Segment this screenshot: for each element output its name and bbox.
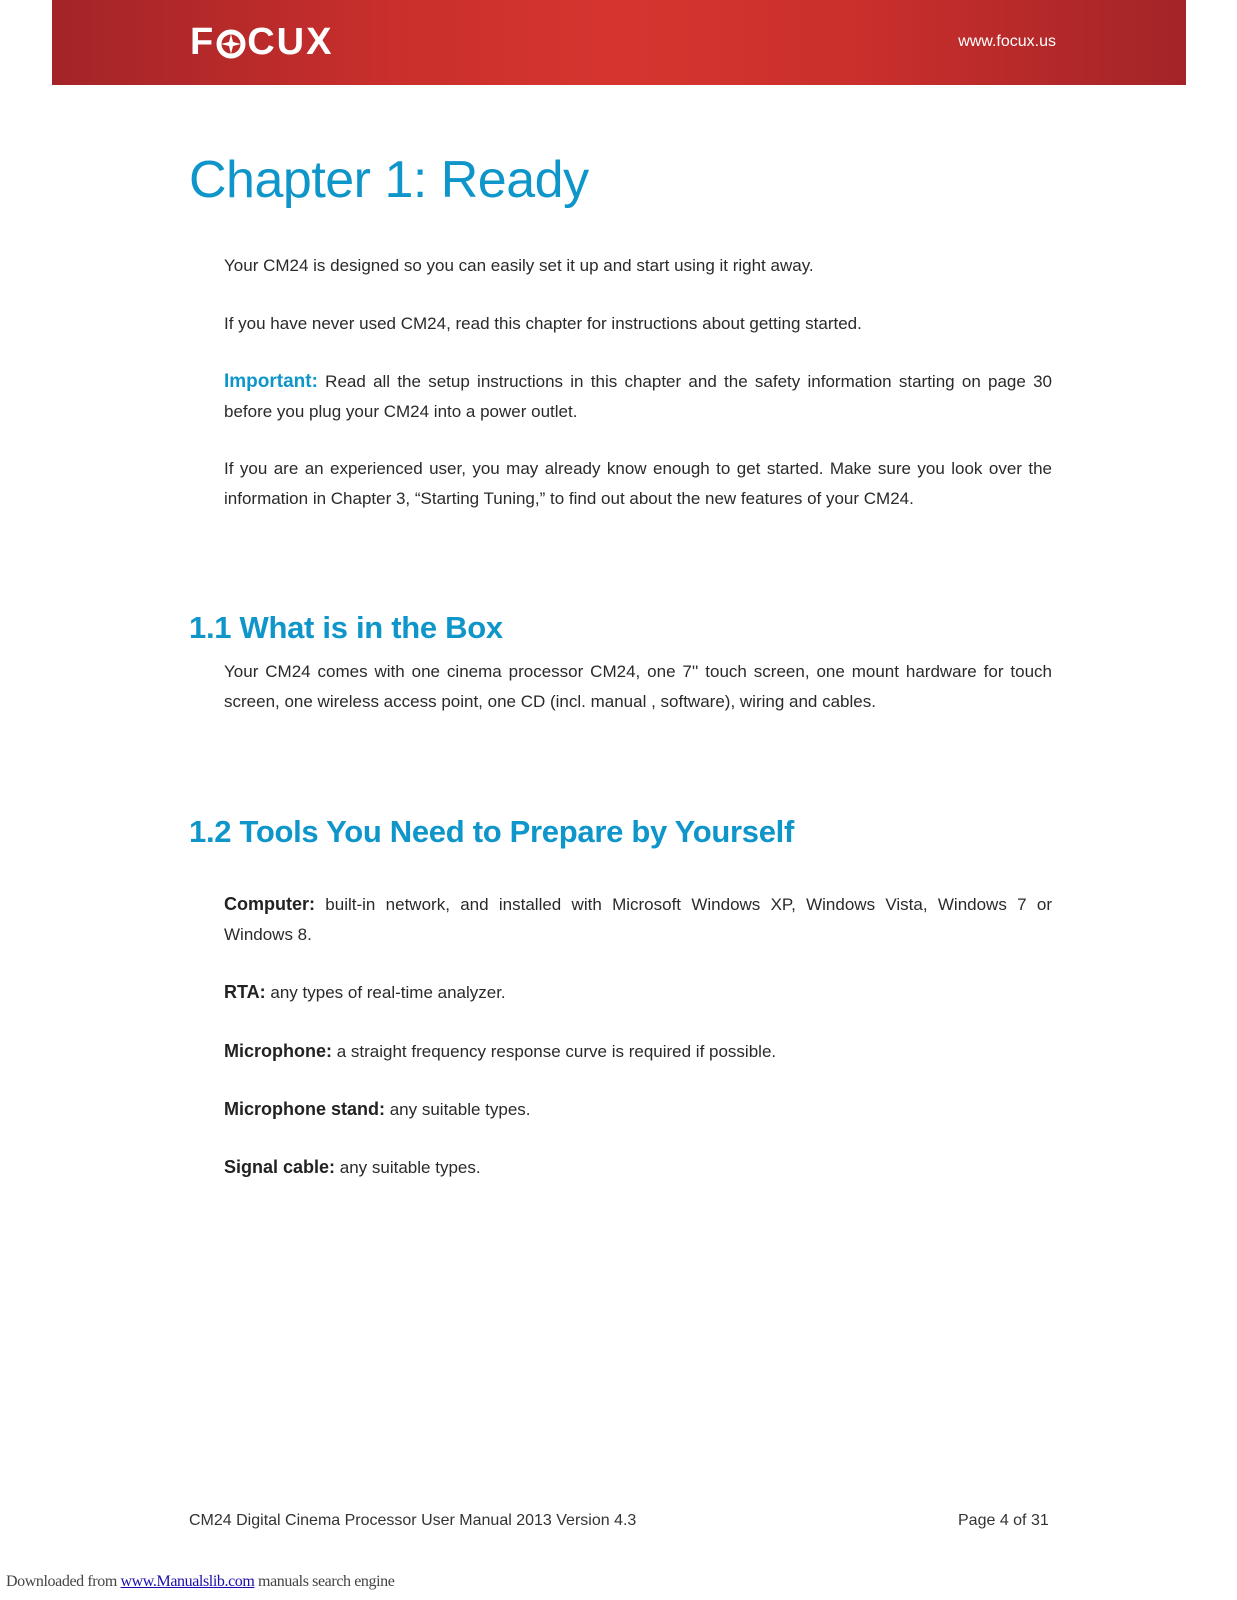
header-banner <box>52 0 1186 85</box>
manualslib-link[interactable]: www.Manualslib.com <box>120 1573 255 1590</box>
tool-term: Microphone: <box>224 1041 332 1061</box>
intro-paragraph-2: If you have never used CM24, read this chapter for instructions about getting started. <box>224 314 862 333</box>
tool-term: Computer: <box>224 894 315 914</box>
logo-text-left: F <box>190 21 216 63</box>
section-heading-1-1: 1.1 What is in the Box <box>189 610 503 645</box>
site-url[interactable]: www.focux.us <box>958 33 1056 50</box>
footer-page-number: Page 4 of 31 <box>958 1512 1049 1529</box>
download-attribution <box>6 1573 394 1591</box>
important-note <box>224 367 1052 427</box>
tool-description: any suitable types. <box>335 1158 481 1177</box>
tool-term: Signal cable: <box>224 1157 336 1177</box>
compass-o-icon <box>216 27 246 57</box>
tool-description: a straight frequency response curve is required if possible. <box>332 1042 777 1061</box>
intro-paragraph-4: If you are an experienced user, you may already know enough to get started. Make sure you look over the information in Chapter 3, “Starting Tuning,” to find out about the new features of your CM24. <box>224 459 1052 508</box>
important-label: Important: <box>224 371 318 392</box>
tool-description: any suitable types. <box>385 1100 531 1119</box>
logo-text-right: CUX <box>247 21 334 63</box>
section-heading-1-2: 1.2 Tools You Need to Prepare by Yourself <box>189 814 795 849</box>
important-text: Read all the setup instructions in this chapter and the safety information starting on page 30 before you plug your CM24 into a power outlet. <box>224 372 1052 421</box>
section-1-1-body: Your CM24 comes with one cinema processor CM24, one 7'' touch screen, one mount hardware for touch screen, one wireless access point, one CD (incl. manual , software), wiring and cables. <box>224 662 1052 711</box>
download-suffix: manuals search engine <box>254 1573 395 1590</box>
intro-paragraph-1: Your CM24 is designed so you can easily set it up and start using it right away. <box>224 256 814 275</box>
tool-term: RTA: <box>224 982 266 1002</box>
tool-item-microphone <box>224 1036 1052 1067</box>
tool-description: any types of real-time analyzer. <box>265 983 506 1002</box>
tool-description: built-in network, and installed with Microsoft Windows XP, Windows Vista, Windows 7 or Windows 8. <box>224 895 1052 944</box>
tool-term: Microphone stand: <box>224 1099 385 1119</box>
chapter-title: Chapter 1: Ready <box>189 151 589 209</box>
tool-item-signal-cable <box>224 1152 1052 1183</box>
focux-logo[interactable] <box>190 22 333 62</box>
tool-item-rta <box>224 977 1052 1008</box>
tool-item-computer <box>224 889 1052 950</box>
footer-manual-title: CM24 Digital Cinema Processor User Manual 2013 Version 4.3 <box>189 1512 637 1529</box>
tool-item-microphone-stand <box>224 1094 1052 1125</box>
download-prefix: Downloaded from <box>6 1573 121 1590</box>
